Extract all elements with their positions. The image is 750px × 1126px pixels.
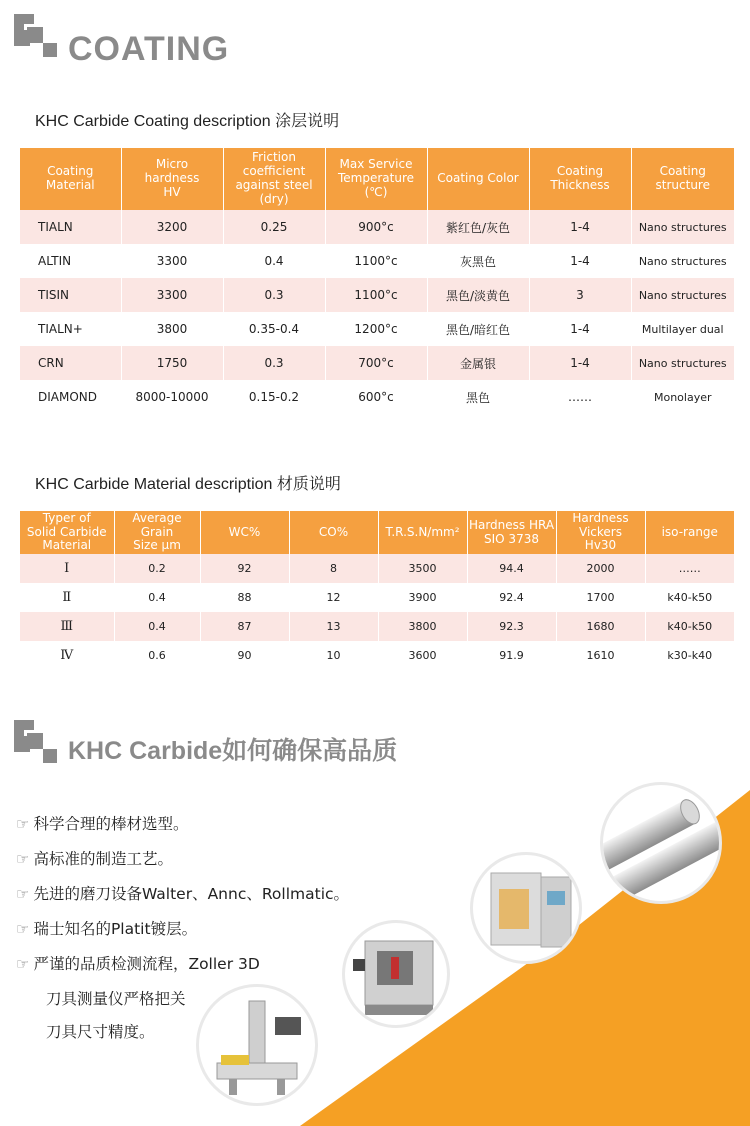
column-header: CO% <box>289 511 378 554</box>
table-cell: 1700 <box>556 583 645 612</box>
table-cell: 12 <box>289 583 378 612</box>
table-cell: 900°c <box>325 210 427 244</box>
table-cell: 0.4 <box>114 612 200 641</box>
column-header: T.R.S.N/mm² <box>378 511 467 554</box>
table-cell: 10 <box>289 641 378 670</box>
table-cell: 700°c <box>325 346 427 380</box>
table-cell: 88 <box>200 583 289 612</box>
table-cell: Nano structures <box>638 254 727 268</box>
quality-header-icon <box>14 720 54 760</box>
table-cell: 3 <box>529 278 631 312</box>
table-cell: Nano structures <box>631 278 734 312</box>
table-cell: 0.3 <box>223 278 325 312</box>
table-cell: ALTIN <box>20 244 121 278</box>
column-header: WC% <box>200 511 289 554</box>
zoller-measuring-machine-image <box>196 984 318 1106</box>
table-cell: Multilayer dual <box>641 322 724 336</box>
table-cell: 1100°c <box>325 244 427 278</box>
table-row <box>20 312 734 346</box>
table-cell: 94.4 <box>467 554 556 583</box>
coating-table <box>20 148 734 414</box>
table-cell: 13 <box>289 612 378 641</box>
table-cell: 1610 <box>556 641 645 670</box>
table-cell: CRN <box>20 346 121 380</box>
list-item: ☞ 瑞士知名的Platit镀层。 <box>16 920 198 938</box>
material-table <box>20 511 734 670</box>
table-row <box>20 346 734 380</box>
list-item-continuation: 刀具尺寸精度。 <box>46 1023 155 1041</box>
table-cell: 3500 <box>378 554 467 583</box>
table-cell: 2000 <box>556 554 645 583</box>
table-cell: TIALN <box>20 210 121 244</box>
table-row <box>20 612 734 641</box>
table-cell: k40-k50 <box>645 612 734 641</box>
table-cell: 1-4 <box>529 312 631 346</box>
table-cell: 8000-10000 <box>121 380 223 414</box>
pointing-hand-icon: ☞ <box>16 885 30 903</box>
table-cell: 紫红色/灰色 <box>427 210 529 244</box>
table-row <box>20 278 734 312</box>
table-cell: 92.4 <box>467 583 556 612</box>
coating-header-icon <box>14 14 54 54</box>
table-row <box>20 244 734 278</box>
table-cell: …… <box>529 380 631 414</box>
table-row <box>20 641 734 670</box>
list-item: ☞ 科学合理的棒材选型。 <box>16 815 189 833</box>
pointing-hand-icon: ☞ <box>16 815 30 833</box>
table-cell: 3300 <box>121 278 223 312</box>
table-cell: 1-4 <box>529 210 631 244</box>
table-cell: 0.3 <box>223 346 325 380</box>
table-cell: 黑色 <box>427 380 529 414</box>
table-cell: Nano structures <box>631 210 734 244</box>
table-cell: k40-k50 <box>667 591 713 604</box>
material-subtitle: KHC Carbide Material description 材质说明 <box>35 476 341 493</box>
column-header: Coating Color <box>427 148 529 210</box>
table-cell: DIAMOND <box>20 380 121 414</box>
table-cell: 8 <box>289 554 378 583</box>
table-cell: 87 <box>200 612 289 641</box>
column-header: Average Grain Size μm <box>114 511 200 554</box>
column-header: Coating Thickness <box>529 148 631 210</box>
table-cell: 3800 <box>121 312 223 346</box>
material-table-header <box>20 511 734 554</box>
coating-table-header <box>20 148 734 210</box>
column-header: Coating Material <box>20 148 121 210</box>
column-header: Micro hardness HV <box>121 148 223 210</box>
table-cell: 92 <box>200 554 289 583</box>
table-cell: 黑色/暗红色 <box>427 312 529 346</box>
list-item: ☞ 高标准的制造工艺。 <box>16 850 173 868</box>
table-cell: 3900 <box>378 583 467 612</box>
column-header: Max Service Temperature (℃) <box>325 148 427 210</box>
table-cell: k30-k40 <box>667 649 713 662</box>
column-header: Friction coefficient against steel (dry) <box>223 148 325 210</box>
table-row <box>20 583 734 612</box>
list-item: ☞ 先进的磨刀设备Walter、Annc、Rollmatic。 <box>16 885 350 903</box>
carbide-rods-image <box>600 782 722 904</box>
quality-section-title: KHC Carbide如何确保高品质 <box>68 737 398 765</box>
table-cell: 3300 <box>121 244 223 278</box>
table-row <box>20 554 734 583</box>
table-cell: 91.9 <box>467 641 556 670</box>
column-header: Hardness Vickers Hv30 <box>556 511 645 554</box>
pointing-hand-icon: ☞ <box>16 850 30 868</box>
table-cell: 0.25 <box>223 210 325 244</box>
table-cell: TISIN <box>20 278 121 312</box>
pointing-hand-icon: ☞ <box>16 920 30 938</box>
column-header: Coating structure <box>631 148 734 210</box>
table-cell: 金属银 <box>427 346 529 380</box>
pointing-hand-icon: ☞ <box>16 955 30 973</box>
table-cell: TIALN+ <box>20 312 121 346</box>
table-cell: Ⅰ <box>20 554 114 583</box>
column-header: iso-range <box>645 511 734 554</box>
coating-section-title: COATING <box>68 30 230 68</box>
list-item: ☞ 严谨的品质检测流程，Zoller 3D <box>16 955 260 973</box>
table-cell: 黑色/淡黄色 <box>427 278 529 312</box>
table-cell: 90 <box>200 641 289 670</box>
table-cell: 0.35-0.4 <box>223 312 325 346</box>
table-cell: …… <box>645 554 734 583</box>
table-cell: Ⅲ <box>20 612 114 641</box>
cnc-grinder-image <box>342 920 450 1028</box>
table-cell: 600°c <box>325 380 427 414</box>
table-cell: 0.15-0.2 <box>223 380 325 414</box>
table-cell: Monolayer <box>653 390 712 404</box>
table-cell: 0.4 <box>223 244 325 278</box>
table-cell: 1-4 <box>529 346 631 380</box>
table-cell: 3800 <box>378 612 467 641</box>
table-cell: 1680 <box>556 612 645 641</box>
table-cell: 灰黑色 <box>427 244 529 278</box>
table-cell: Ⅳ <box>20 641 114 670</box>
table-cell: Nano structures <box>631 346 734 380</box>
list-item-continuation: 刀具测量仪严格把关 <box>46 990 186 1008</box>
table-cell: 3600 <box>378 641 467 670</box>
coating-subtitle: KHC Carbide Coating description 涂层说明 <box>35 113 340 130</box>
table-cell: 0.4 <box>114 583 200 612</box>
table-row <box>20 380 734 414</box>
grinding-machine-image <box>470 852 582 964</box>
table-cell: 0.2 <box>114 554 200 583</box>
table-cell: 1200°c <box>325 312 427 346</box>
table-cell: 92.3 <box>467 612 556 641</box>
table-cell: 1100°c <box>325 278 427 312</box>
column-header: Typer of Solid Carbide Material <box>20 511 114 554</box>
table-cell: 0.6 <box>114 641 200 670</box>
table-cell: 3200 <box>121 210 223 244</box>
table-row <box>20 210 734 244</box>
table-cell: 1750 <box>121 346 223 380</box>
column-header: Hardness HRA SIO 3738 <box>467 511 556 554</box>
table-cell: Ⅱ <box>20 583 114 612</box>
table-cell: 1-4 <box>529 244 631 278</box>
